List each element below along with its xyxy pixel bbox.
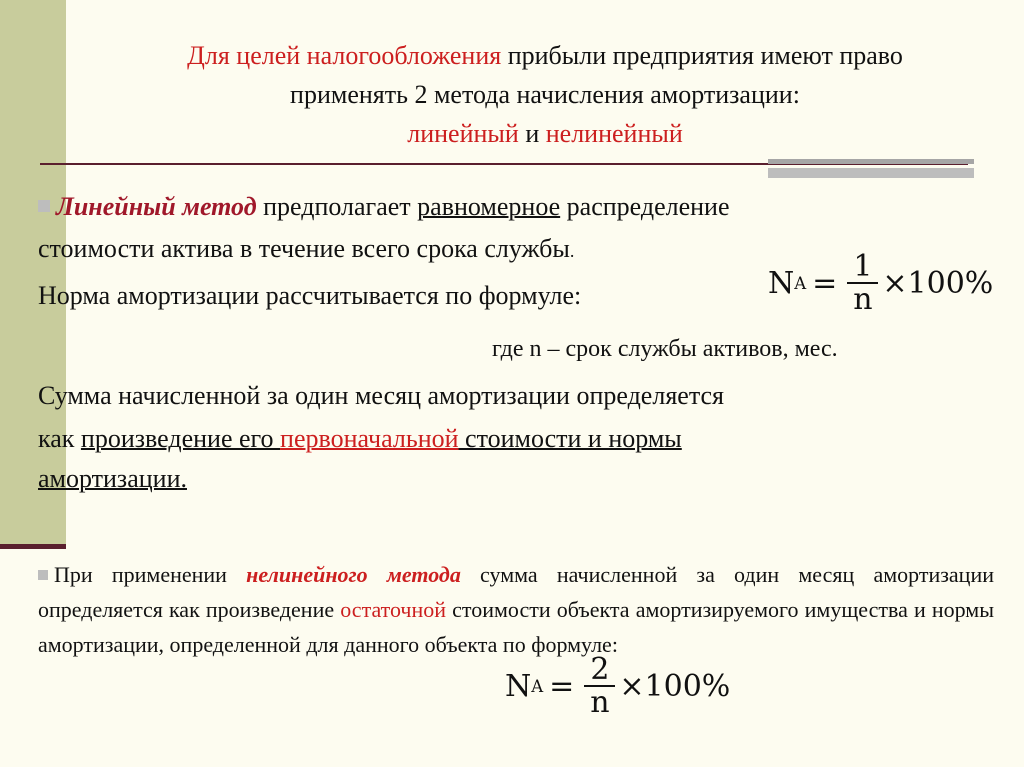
formula1-times: × <box>882 266 908 302</box>
formula2-denominator: n <box>590 685 610 720</box>
linear-line2 <box>38 230 574 270</box>
formula1-fraction <box>847 249 878 317</box>
formula1-numerator: 1 <box>847 252 878 284</box>
formula1-sub: A <box>794 274 807 294</box>
sum-line2-a: как <box>38 424 81 453</box>
norm-formula-text: Норма амортизации рассчитывается по формуле: <box>38 281 582 310</box>
sidebar-divider <box>0 544 66 549</box>
formula-nonlinear <box>505 652 731 720</box>
linear-underlined-word: равномерное <box>417 192 561 221</box>
square-bullet-icon <box>38 570 48 580</box>
formula2-sub: A <box>531 677 544 697</box>
nonlinear-residual-value: остаточной <box>340 597 447 622</box>
sum-line2-underlined-end: стоимости и нормы <box>458 424 682 453</box>
title-linear: линейный <box>407 119 519 148</box>
title-line1-rest: прибыли предприятия имеют право <box>501 41 903 70</box>
title-and: и <box>518 119 546 148</box>
nonlinear-text-c: стоимости объекта амортизируемого имущества и нормы амортизации, определенной для данного объекта по формуле: <box>38 597 994 657</box>
nonlinear-method-paragraph <box>38 557 994 662</box>
sum-line2-underlined: произведение его <box>80 424 281 453</box>
sum-line3 <box>38 460 187 498</box>
linear-text-a: предполагает <box>256 192 418 221</box>
title-highlight: Для целей налогообложения <box>187 41 502 70</box>
linear-method-term: Линейный метод <box>56 192 257 221</box>
where-n-text: где n – срок службы активов, мес <box>492 336 832 362</box>
formula1-eq: = <box>812 266 838 302</box>
where-n-note <box>492 330 838 368</box>
nonlinear-text-a: При применении <box>54 562 247 587</box>
nonlinear-text-b: сумма начисленной за один месяц амортизации определяется как произведение <box>38 562 995 622</box>
formula2-fraction <box>584 652 615 720</box>
formula2-times: × <box>619 669 645 705</box>
formula2-numerator: 2 <box>584 655 615 687</box>
title-divider-accent <box>768 159 974 164</box>
nonlinear-method-term: нелинейного метода <box>246 562 461 587</box>
formula2-percent: 100% <box>644 669 731 705</box>
sum-line2-initial-value: первоначальной <box>280 424 459 453</box>
title-line2: применять 2 метода начисления амортизации: <box>290 80 800 109</box>
formula2-eq: = <box>549 669 575 705</box>
formula-linear <box>768 249 994 317</box>
square-bullet-icon <box>38 200 50 212</box>
title-divider-accent-lower <box>768 168 974 178</box>
sum-line2 <box>38 420 682 458</box>
formula1-denominator: n <box>853 282 873 317</box>
slide-title <box>66 36 1024 153</box>
linear-line2-end: . <box>569 241 575 261</box>
where-n-end: . <box>831 336 838 362</box>
formula1-symbol: N <box>768 266 795 302</box>
linear-line2-text: стоимости актива в течение всего срока службы <box>38 234 570 263</box>
sum-line1: Сумма начисленной за один месяц амортизации определяется <box>38 381 725 410</box>
sum-line3-text: амортизации. <box>38 464 187 493</box>
linear-text-b: распределение <box>560 192 730 221</box>
title-nonlinear: нелинейный <box>545 119 683 148</box>
linear-method-paragraph <box>38 188 730 226</box>
formula2-symbol: N <box>505 669 532 705</box>
formula1-percent: 100% <box>907 266 994 302</box>
